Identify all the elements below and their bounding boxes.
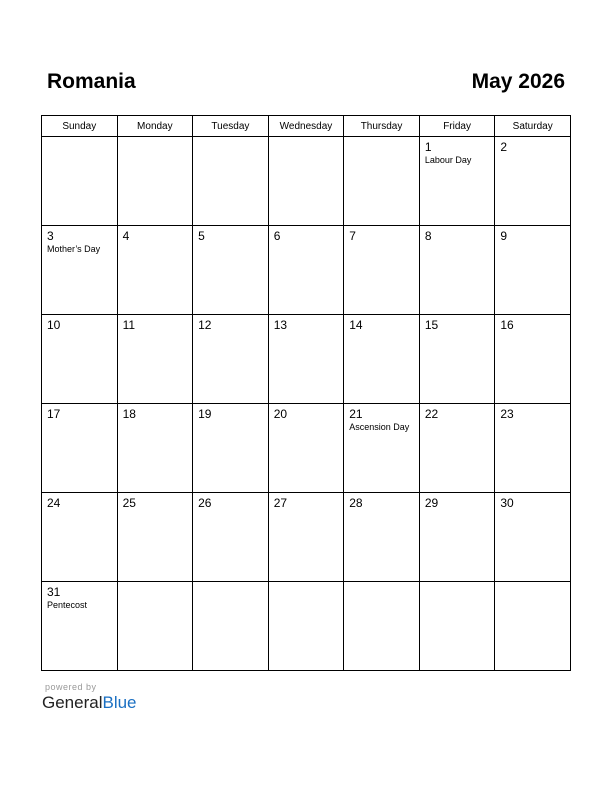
day-number: 1	[424, 140, 432, 154]
day-number	[193, 582, 268, 585]
week-row	[42, 582, 571, 671]
day-cell	[495, 315, 571, 404]
day-cell	[193, 226, 269, 315]
day-cell	[495, 226, 571, 315]
day-number	[118, 582, 193, 585]
day-cell	[42, 315, 118, 404]
day-number: 29	[424, 496, 439, 510]
day-cell	[117, 493, 193, 582]
weekday-tuesday: Tuesday	[193, 116, 269, 137]
day-cell	[268, 137, 344, 226]
day-number: 8	[424, 229, 432, 243]
weekday-wednesday: Wednesday	[268, 116, 344, 137]
day-cell	[419, 582, 495, 671]
day-number: 28	[349, 496, 363, 510]
day-cell	[117, 404, 193, 493]
week-row	[42, 315, 571, 404]
logo-text-general: General	[42, 693, 103, 712]
day-number: 11	[122, 318, 136, 332]
day-number	[118, 137, 193, 140]
day-number: 6	[273, 229, 281, 243]
holiday-label: Labour Day	[424, 155, 472, 165]
day-cell	[193, 315, 269, 404]
day-cell	[419, 404, 495, 493]
day-cell	[193, 404, 269, 493]
generalblue-logo[interactable]	[42, 693, 137, 713]
day-number	[344, 137, 419, 140]
day-number	[193, 137, 268, 140]
day-cell	[419, 137, 495, 226]
day-number: 17	[47, 407, 61, 421]
day-cell	[42, 404, 118, 493]
day-number: 22	[424, 407, 439, 421]
day-number: 4	[122, 229, 130, 243]
logo-text-blue: Blue	[102, 693, 137, 712]
day-number: 21	[349, 407, 363, 421]
day-cell	[344, 582, 420, 671]
day-cell	[268, 404, 344, 493]
weekday-friday: Friday	[419, 116, 495, 137]
day-cell	[193, 493, 269, 582]
day-cell	[117, 315, 193, 404]
day-cell	[42, 226, 118, 315]
day-cell	[344, 404, 420, 493]
week-row	[42, 137, 571, 226]
day-cell	[268, 493, 344, 582]
day-number: 10	[47, 318, 61, 332]
day-cell	[193, 137, 269, 226]
day-number: 18	[122, 407, 136, 421]
day-number: 16	[500, 318, 514, 332]
day-number: 14	[349, 318, 363, 332]
day-number: 5	[198, 229, 205, 243]
day-number: 27	[273, 496, 288, 510]
day-cell	[419, 493, 495, 582]
day-number: 31	[47, 585, 61, 599]
holiday-label: Pentecost	[47, 600, 88, 610]
day-number: 2	[500, 140, 508, 154]
powered-by-label: powered by	[45, 682, 97, 692]
day-cell	[495, 582, 571, 671]
day-cell	[344, 315, 420, 404]
weekday-saturday: Saturday	[495, 116, 571, 137]
day-number	[420, 582, 495, 585]
day-number: 13	[273, 318, 288, 332]
weekday-monday: Monday	[117, 116, 193, 137]
day-cell	[117, 226, 193, 315]
day-number: 26	[198, 496, 212, 510]
weekday-sunday: Sunday	[42, 116, 118, 137]
calendar-grid	[41, 115, 571, 671]
day-number	[269, 582, 344, 585]
day-cell	[344, 226, 420, 315]
day-number: 23	[500, 407, 514, 421]
day-cell	[419, 315, 495, 404]
day-cell	[42, 137, 118, 226]
day-cell	[117, 582, 193, 671]
day-number: 19	[198, 407, 212, 421]
day-cell	[495, 493, 571, 582]
week-row	[42, 226, 571, 315]
country-title: Romania	[47, 70, 136, 93]
day-number	[344, 582, 419, 585]
day-cell	[268, 226, 344, 315]
day-cell	[193, 582, 269, 671]
day-number: 9	[500, 229, 508, 243]
day-cell	[344, 493, 420, 582]
month-year-title: May 2026	[471, 70, 565, 93]
holiday-label: Mother’s Day	[47, 244, 101, 254]
day-cell	[42, 493, 118, 582]
week-row	[42, 404, 571, 493]
day-cell	[495, 137, 571, 226]
day-cell	[268, 582, 344, 671]
day-cell	[117, 137, 193, 226]
day-number: 20	[273, 407, 288, 421]
day-number: 3	[47, 229, 54, 243]
day-number	[495, 582, 570, 585]
day-cell	[268, 315, 344, 404]
day-number	[269, 137, 344, 140]
day-cell	[419, 226, 495, 315]
week-row	[42, 493, 571, 582]
day-cell	[42, 582, 118, 671]
day-cell	[495, 404, 571, 493]
calendar-header	[47, 70, 565, 100]
day-number: 24	[47, 496, 61, 510]
day-number: 12	[198, 318, 212, 332]
day-cell	[344, 137, 420, 226]
weekday-header-row	[42, 116, 571, 137]
day-number: 7	[349, 229, 356, 243]
day-number: 30	[500, 496, 514, 510]
day-number: 15	[424, 318, 439, 332]
weekday-thursday: Thursday	[344, 116, 420, 137]
holiday-label: Ascension Day	[349, 422, 410, 432]
day-number	[42, 137, 117, 140]
day-number: 25	[122, 496, 136, 510]
